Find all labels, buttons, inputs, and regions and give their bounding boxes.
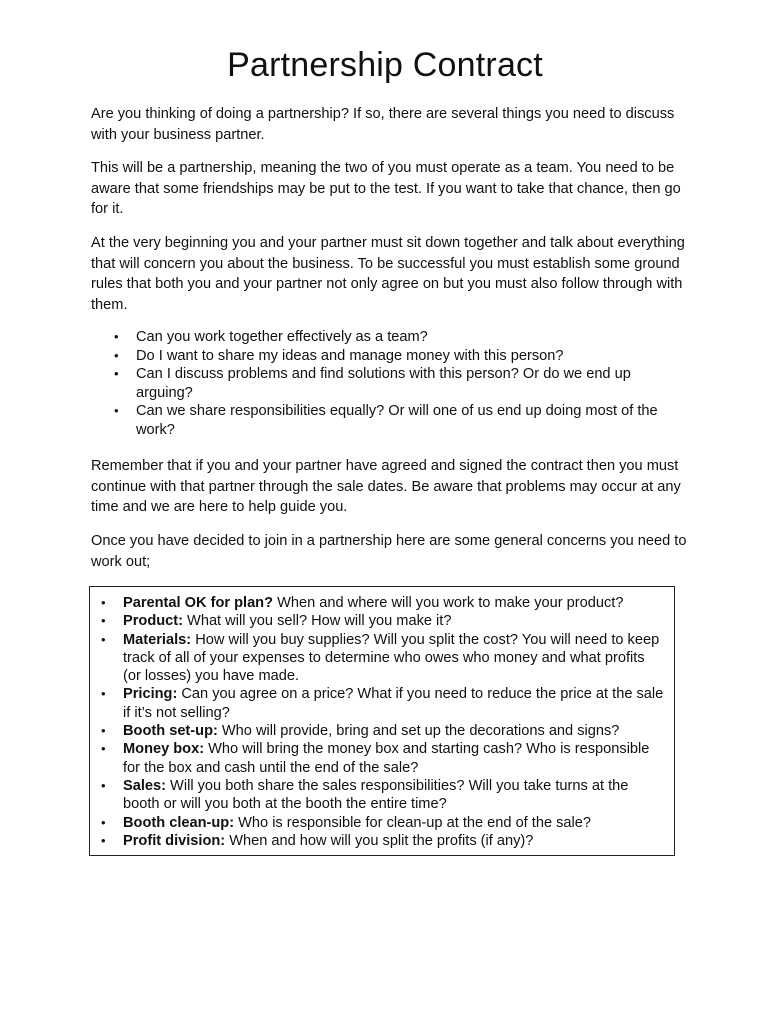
concern-text: What will you sell? How will you make it? xyxy=(183,613,452,630)
bullet-icon: • xyxy=(101,613,106,629)
bullet-icon: • xyxy=(101,686,106,702)
list-item xyxy=(90,722,674,740)
bullet-icon: • xyxy=(114,347,119,363)
bullet-icon: • xyxy=(101,631,106,647)
bullet-icon: • xyxy=(101,814,106,830)
concern-text: How will you buy supplies? Will you split the cost? You will need to keep track of all of your expenses to determine who owes who money and what profits (or losses) you have made. xyxy=(123,631,660,685)
concern-label: Booth set-up: xyxy=(123,723,218,740)
bullet-icon: • xyxy=(101,777,106,793)
list-item xyxy=(91,402,691,439)
concern-label: Profit division: xyxy=(123,832,226,849)
concern-label: Booth clean-up: xyxy=(123,814,235,831)
question-text: Can we share responsibilities equally? Or will one of us end up doing most of the work? xyxy=(136,403,658,438)
concern-label: Pricing: xyxy=(123,686,178,703)
list-item xyxy=(90,612,674,630)
bullet-icon: • xyxy=(101,832,106,848)
concerns-list xyxy=(90,594,674,850)
concerns-box xyxy=(89,586,675,856)
list-item xyxy=(91,347,691,366)
question-text: Do I want to share my ideas and manage money with this person? xyxy=(136,347,564,364)
concern-label: Money box: xyxy=(123,741,205,758)
concern-label: Product: xyxy=(123,613,183,630)
question-text: Can you work together effectively as a team? xyxy=(136,329,428,345)
questions-list xyxy=(91,328,691,439)
list-item xyxy=(90,777,674,814)
page-title: Partnership Contract xyxy=(227,46,543,84)
list-item xyxy=(90,814,674,832)
list-item xyxy=(90,685,674,722)
concern-text: Who is responsible for clean-up at the end of the sale? xyxy=(234,814,592,831)
remember-paragraph: Remember that if you and your partner have agreed and signed the contract then you must continue with that partner through the sale dates. Be aware that problems may occur at any time and we are here to help guide you. xyxy=(91,458,681,515)
concern-text: When and how will you split the profits (if any)? xyxy=(225,832,534,849)
intro-paragraph: Are you thinking of doing a partnership? If so, there are several things you need to discuss with your business partner. xyxy=(91,106,675,143)
once-paragraph: Once you have decided to join in a partnership here are some general concerns you need to work out; xyxy=(91,533,687,570)
concern-text: Can you agree on a price? What if you need to reduce the price at the sale if it’s not selling? xyxy=(123,686,664,721)
list-item xyxy=(91,365,691,402)
bullet-icon: • xyxy=(101,595,106,610)
question-text: Can I discuss problems and find solutions with this person? Or do we end up arguing? xyxy=(136,366,631,401)
list-item xyxy=(90,832,674,850)
concern-label: Parental OK for plan? xyxy=(123,595,274,611)
list-item xyxy=(90,594,674,612)
concern-label: Sales: xyxy=(123,777,166,794)
team-paragraph: This will be a partnership, meaning the two of you must operate as a team. You need to be aware that some friendships may be put to the test. If you want to take that chance, then go for it. xyxy=(91,160,681,217)
concern-label: Materials: xyxy=(123,631,192,648)
concern-text: When and where will you work to make your product? xyxy=(273,595,624,611)
bullet-icon: • xyxy=(114,329,119,344)
concern-text: Will you both share the sales responsibilities? Will you take turns at the booth or will you both at the booth the entire time? xyxy=(123,777,629,813)
bullet-icon: • xyxy=(114,366,119,381)
list-item xyxy=(91,328,691,347)
bullet-icon: • xyxy=(114,403,119,418)
list-item xyxy=(90,740,674,777)
list-item xyxy=(90,631,674,686)
beginning-paragraph: At the very beginning you and your partner must sit down together and talk about everything that will concern you about the business. To be successful you must establish some ground rules that both you and your partner not only agree on but you must also follow through with them. xyxy=(91,235,685,313)
bullet-icon: • xyxy=(101,723,106,739)
bullet-icon: • xyxy=(101,741,106,757)
concern-text: Who will provide, bring and set up the decorations and signs? xyxy=(217,723,620,740)
concern-text: Who will bring the money box and starting cash? Who is responsible for the box and cash until the end of the sale? xyxy=(123,741,650,776)
